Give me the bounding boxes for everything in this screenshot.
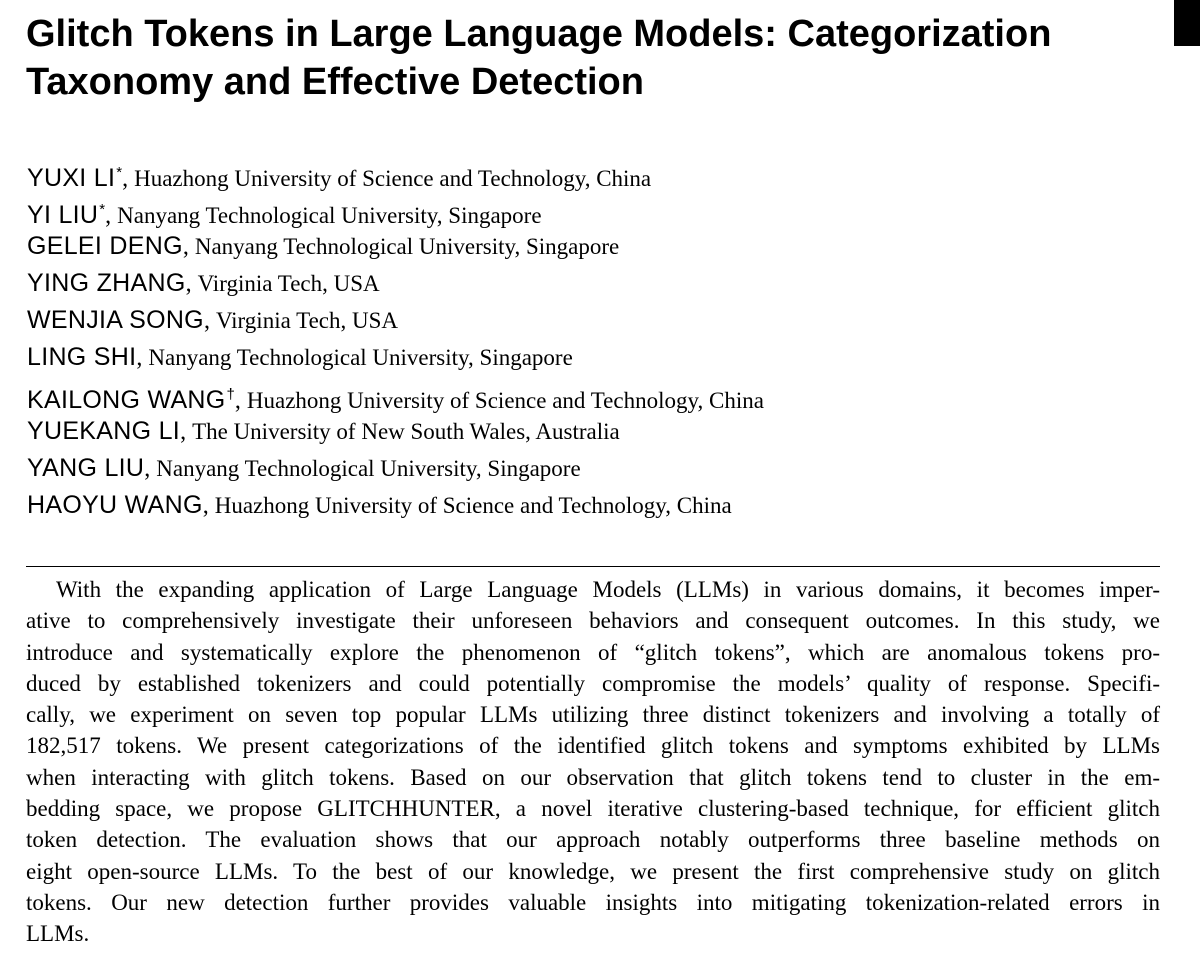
- abstract-line: token detection. The evaluation shows that our approach notably outperforms three baseline methods on: [26, 827, 1160, 853]
- author-name: YUXI LI: [27, 164, 116, 192]
- author-affiliation: Nanyang Technological University, Singapore: [148, 345, 573, 370]
- abstract-line: 182,517 tokens. We present categorizations of the identified glitch tokens and symptoms exhibited by LLMs: [26, 733, 1160, 759]
- abstract-line: cally, we experiment on seven top popular LLMs utilizing three distinct tokenizers and involving a totally of: [26, 702, 1160, 728]
- author-list: [27, 154, 764, 524]
- author-affiliation: Huazhong University of Science and Technology, China: [246, 388, 764, 413]
- author-name: YING ZHANG: [27, 269, 186, 297]
- author-affiliation: Virginia Tech, USA: [215, 308, 398, 333]
- abstract-line: With the expanding application of Large Language Models (LLMs) in various domains, it becomes imper-: [56, 577, 1160, 602]
- abstract-line: duced by established tokenizers and could potentially compromise the models’ quality of response. Specifi-: [26, 670, 1160, 696]
- author-entry: [27, 413, 764, 450]
- author-name: YUEKANG LI: [27, 417, 181, 445]
- author-affiliation: Huazhong University of Science and Technology, China: [134, 166, 652, 191]
- author-mark: *: [99, 201, 106, 218]
- author-name: GELEI DENG: [27, 232, 183, 260]
- paper-title: [26, 10, 1156, 106]
- abstract-line: LLMs.: [26, 921, 90, 947]
- author-affiliation: The University of New South Wales, Australia: [192, 419, 620, 444]
- author-separator: ,: [203, 308, 210, 334]
- author-entry: [27, 302, 764, 339]
- author-entry: [27, 339, 764, 376]
- author-name: WENJIA SONG: [27, 306, 204, 334]
- author-affiliation: Virginia Tech, USA: [197, 271, 380, 296]
- author-entry: [27, 191, 764, 228]
- page-corner-mark: [1174, 0, 1200, 46]
- abstract-line: tokens. Our new detection further provides valuable insights into mitigating tokenization-related errors in: [26, 889, 1160, 915]
- author-name: KAILONG WANG: [27, 386, 226, 414]
- author-mark: †: [226, 386, 235, 403]
- author-affiliation: Nanyang Technological University, Singapore: [156, 456, 581, 481]
- author-entry: [27, 376, 764, 413]
- abstract-line: ative to comprehensively investigate their unforeseen behaviors and consequent outcomes. In this study, we: [26, 608, 1160, 634]
- author-affiliation: Huazhong University of Science and Technology, China: [214, 493, 732, 518]
- author-separator: ,: [182, 234, 189, 260]
- title-line: Taxonomy and Effective Detection: [26, 61, 644, 103]
- abstract-line: bedding space, we propose GLITCHHUNTER, a novel iterative clustering-based technique, for efficient glitch: [26, 796, 1160, 822]
- author-separator: ,: [144, 456, 151, 482]
- author-separator: ,: [105, 203, 112, 229]
- author-name: HAOYU WANG: [27, 491, 203, 519]
- author-separator: ,: [185, 271, 192, 297]
- author-entry: [27, 450, 764, 487]
- abstract: [26, 574, 1160, 950]
- author-mark: *: [116, 164, 123, 181]
- author-affiliation: Nanyang Technological University, Singapore: [117, 203, 542, 228]
- author-affiliation: Nanyang Technological University, Singapore: [194, 234, 620, 259]
- author-entry: [27, 154, 764, 191]
- abstract-line: eight open-source LLMs. To the best of our knowledge, we present the first comprehensive study on glitch: [26, 858, 1160, 884]
- author-separator: ,: [122, 166, 129, 192]
- author-entry: [27, 228, 764, 265]
- author-separator: ,: [202, 493, 209, 519]
- author-entry: [27, 265, 764, 302]
- author-separator: ,: [180, 419, 187, 445]
- author-separator: ,: [136, 345, 143, 371]
- title-line: Glitch Tokens in Large Language Models: Categorization: [26, 13, 1052, 55]
- author-separator: ,: [234, 388, 241, 414]
- abstract-line: introduce and systematically explore the phenomenon of “glitch tokens”, which are anomalous tokens pro-: [26, 639, 1160, 665]
- abstract-line: when interacting with glitch tokens. Based on our observation that glitch tokens tend to cluster in the em-: [26, 764, 1160, 790]
- abstract-divider: [26, 566, 1160, 567]
- author-entry: [27, 487, 764, 524]
- author-name: YI LIU: [27, 201, 99, 229]
- author-name: YANG LIU: [27, 454, 145, 482]
- author-name: LING SHI: [27, 343, 137, 371]
